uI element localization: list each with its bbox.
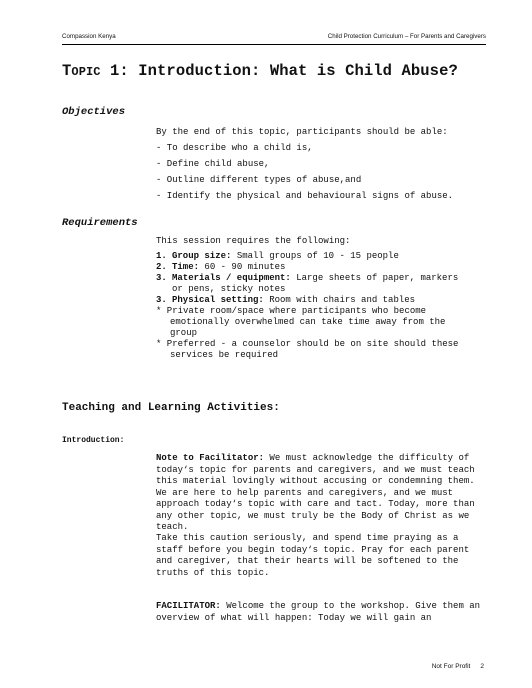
requirements-heading: Requirements [62, 217, 138, 229]
requirement-label: Time: [172, 262, 200, 272]
requirement-item [156, 251, 486, 262]
teaching-heading: Teaching and Learning Activities: [62, 402, 280, 414]
objective-item: - Outline different types of abuse,and [156, 175, 362, 185]
header-curriculum: Child Protection Curriculum – For Parents and Caregivers [327, 33, 486, 40]
page-footer [432, 663, 484, 670]
requirements-intro: This session requires the following: [156, 236, 351, 246]
requirement-text: Large sheets of paper, markers or pens, sticky notes [172, 273, 459, 294]
requirement-item [156, 262, 486, 273]
requirements-body [156, 236, 486, 361]
requirement-number: 3. [156, 273, 167, 283]
caution-paragraph: Take this caution seriously, and spend time praying as a staff before you begin today‘s topic. Pray for each parent and caregiver, that their hearts will be softened to the truths of this topic. [156, 533, 470, 578]
requirement-item [156, 273, 486, 295]
objective-item: - To describe who a child is, [156, 143, 313, 153]
title-smallcaps: OPIC [71, 65, 101, 79]
requirement-text: 60 - 90 minutes [199, 262, 286, 272]
facilitator-note [156, 453, 486, 534]
requirement-number: 2. [156, 262, 167, 272]
objectives-body [156, 126, 486, 202]
title-initial: T [62, 62, 72, 80]
footer-label: Not For Profit [431, 663, 471, 670]
requirement-item [156, 295, 486, 306]
header-org: Compassion Kenya [62, 33, 116, 40]
facilitator-label: FACILITATOR: [156, 601, 221, 611]
page-title [62, 62, 458, 80]
note-label: Note to Facilitator: [156, 453, 265, 463]
objectives-heading: Objectives [62, 106, 126, 118]
requirement-label: Materials / equipment: [172, 273, 291, 283]
page-number: 2 [480, 663, 484, 670]
note-text: We must acknowledge the difficulty of today‘s topic for parents and caregivers, and we must teach this material lovingly without accusing or condemning them. We are here to help parents and caregivers, and we must approach today‘s topic with care and tact. Today, more than any other topic, we must truly be the Body of Christ as we teach. [156, 453, 475, 532]
title-rest: 1: Introduction: What is Child Abuse? [100, 62, 458, 80]
requirement-text: Room with chairs and tables [263, 295, 416, 305]
objective-item: - Identify the physical and behavioural signs of abuse. [156, 191, 454, 201]
objectives-intro: By the end of this topic, participants should be able: [156, 127, 448, 137]
objective-item: - Define child abuse, [156, 159, 270, 169]
requirement-label: Group size: [172, 251, 232, 261]
requirement-number: 1. [156, 251, 167, 261]
page-header [62, 30, 486, 45]
requirement-number: 3. [156, 295, 167, 305]
facilitator-paragraph [156, 601, 486, 624]
requirement-note: * Preferred - a counselor should be on site should these services be required [156, 339, 459, 360]
requirement-label: Physical setting: [172, 295, 264, 305]
introduction-label: Introduction: [62, 436, 125, 445]
requirement-text: Small groups of 10 - 15 people [231, 251, 399, 261]
requirement-note: * Private room/space where participants who become emotionally overwhelmed can take time away from the group [156, 306, 446, 338]
facilitator-text: Welcome the group to the workshop. Give them an overview of what will happen: Today we will gain an [156, 601, 481, 623]
